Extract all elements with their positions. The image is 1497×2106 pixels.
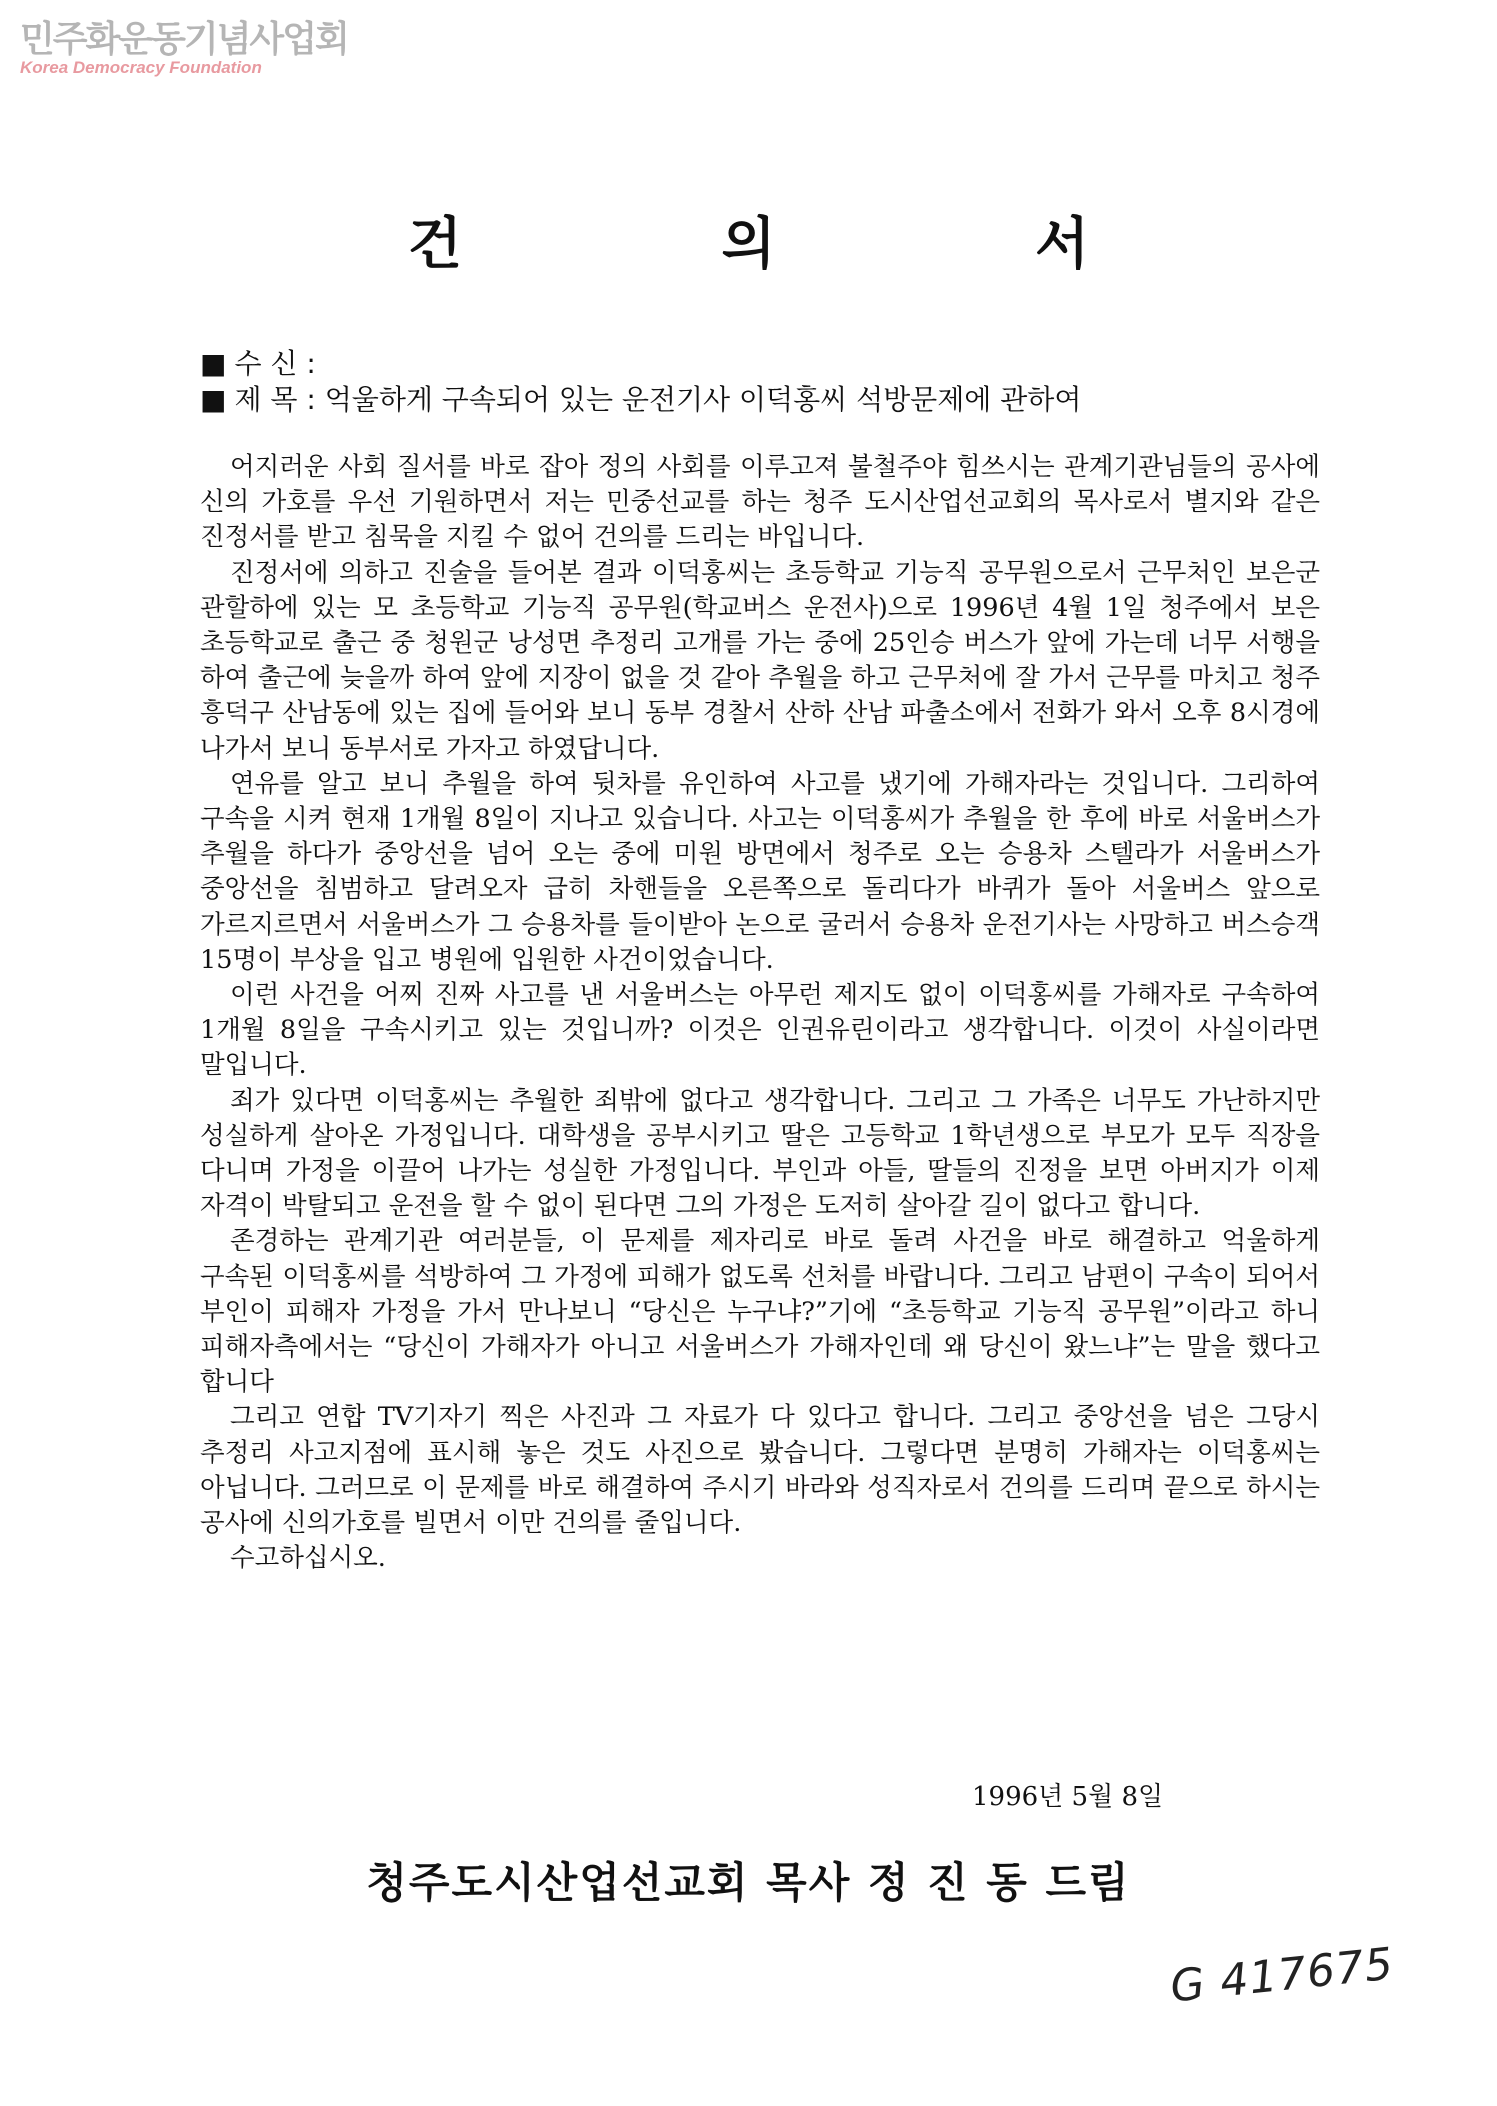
subject-label: 제 목 :	[234, 383, 316, 416]
document-title: 건 의 서	[407, 212, 1210, 277]
body-paragraph: 어지러운 사회 질서를 바로 잡아 정의 사회를 이루고져 불철주야 힘쓰시는 관계기관님들의 공사에 신의 가호를 우선 기원하면서 저는 민중선교를 하는 청주 도시산업선교회의 목사로서 별지와 같은 진정서를 받고 침묵을 지킬 수 없어 건의를 드리는 바입니다.	[200, 452, 1320, 553]
body-paragraph: 죄가 있다면 이덕홍씨는 추월한 죄밖에 없다고 생각합니다. 그리고 그 가족은 너무도 가난하지만 성실하게 살아온 가정입니다. 대학생을 공부시키고 딸은 고등학교 1학년생으로 부모가 모두 직장을 다니며 가정을 이끌어 나가는 성실한 가정입니다. 부인과 아들, 딸들의 진정을 보면 아버지가 이제 자격이 박탈되고 운전을 할 수 없이 된다면 그의 가정은 도저히 살아갈 길이 없다고 합니다.	[200, 1085, 1320, 1222]
document-header-fields	[200, 346, 1081, 418]
subject-value: 억울하게 구속되어 있는 운전기사 이덕홍씨 석방문제에 관하여	[324, 383, 1082, 416]
handwritten-archive-code: G 417675	[1167, 1938, 1397, 2013]
recipient-row	[200, 346, 1081, 382]
watermark-english-text: Korea Democracy Foundation	[20, 58, 262, 77]
body-paragraph: 이런 사건을 어찌 진짜 사고를 낸 서울버스는 아무런 제지도 없이 이덕홍씨를 가해자로 구속하여 1개월 8일을 구속시키고 있는 것입니까? 이것은 인권유린이라고 생각합니다. 이것이 사실이라면 말입니다.	[200, 980, 1320, 1081]
letter-body	[200, 450, 1320, 1577]
body-paragraph: 존경하는 관계기관 여러분들, 이 문제를 제자리로 바로 돌려 사건을 바로 해결하고 억울하게 구속된 이덕홍씨를 석방하여 그 가정에 피해가 없도록 선처를 바랍니다. 그리고 남편이 구속이 되어서 부인이 피해자 가정을 가서 만나보니 “당신은 누구냐?”기에 “초등학교 기능직 공무원”이라고 하니 피해자측에서는 “당신이 가해자가 아니고 서울버스가 가해자인데 왜 당신이 왔느냐”는 말을 했다고 합니다	[200, 1226, 1320, 1398]
square-bullet-icon: ■	[200, 383, 227, 416]
subject-row	[200, 382, 1081, 418]
body-paragraph: 연유를 알고 보니 추월을 하여 뒷차를 유인하여 사고를 냈기에 가해자라는 것입니다. 그리하여 구속을 시켜 현재 1개월 8일이 지나고 있습니다. 사고는 이덕홍씨가 추월을 한 후에 바로 서울버스가 추월을 하다가 중앙선을 넘어 오는 중에 미원 방면에서 청주로 오는 승용차 스텔라가 서울버스가 중앙선을 침범하고 달려오자 급히 차핸들을 오른쪽으로 돌리다가 바퀴가 돌아 서울버스 앞으로 가르지르면서 서울버스가 그 승용차를 들이받아 논으로 굴러서 승용차 운전기사는 사망하고 버스승객 15명이 부상을 입고 병원에 입원한 사건이었습니다.	[200, 768, 1320, 975]
signature-line: 청주도시산업선교회 목사 정 진 동 드림	[366, 1858, 1131, 1907]
recipient-label: 수 신 :	[234, 347, 316, 380]
body-paragraph: 그리고 연합 TV기자기 찍은 사진과 그 자료가 다 있다고 합니다. 그리고 중앙선을 넘은 그당시 추정리 사고지점에 표시해 놓은 것도 사진으로 봤습니다. 그렇다면 분명히 가해자는 이덕홍씨는 아닙니다. 그러므로 이 문제를 바로 해결하여 주시기 바라와 성직자로서 건의를 드리며 끝으로 하시는 공사에 신의가호를 빌면서 이만 건의를 줄입니다.	[200, 1402, 1320, 1539]
body-paragraph: 수고하십시오.	[230, 1543, 386, 1574]
watermark-logo	[20, 18, 348, 78]
letter-date: 1996년 5월 8일	[972, 1782, 1164, 1812]
square-bullet-icon: ■	[200, 347, 227, 380]
body-paragraph: 진정서에 의하고 진술을 들어본 결과 이덕홍씨는 초등학교 기능직 공무원으로서 근무처인 보은군 관할하에 있는 모 초등학교 기능직 공무원(학교버스 운전사)으로 1996년 4월 1일 청주에서 보은 초등학교로 출근 중 청원군 낭성면 추정리 고개를 가는 중에 25인승 버스가 앞에 가는데 너무 서행을 하여 출근에 늦을까 하여 앞에 지장이 없을 것 같아 추월을 하고 근무처에 잘 가서 근무를 마치고 청주 흥덕구 산남동에 있는 집에 들어와 보니 동부 경찰서 산하 산남 파출소에서 전화가 와서 오후 8시경에 나가서 보니 동부서로 가자고 하였답니다.	[200, 557, 1320, 764]
watermark-korean-text: 민주화운동기념사업회	[20, 19, 348, 60]
